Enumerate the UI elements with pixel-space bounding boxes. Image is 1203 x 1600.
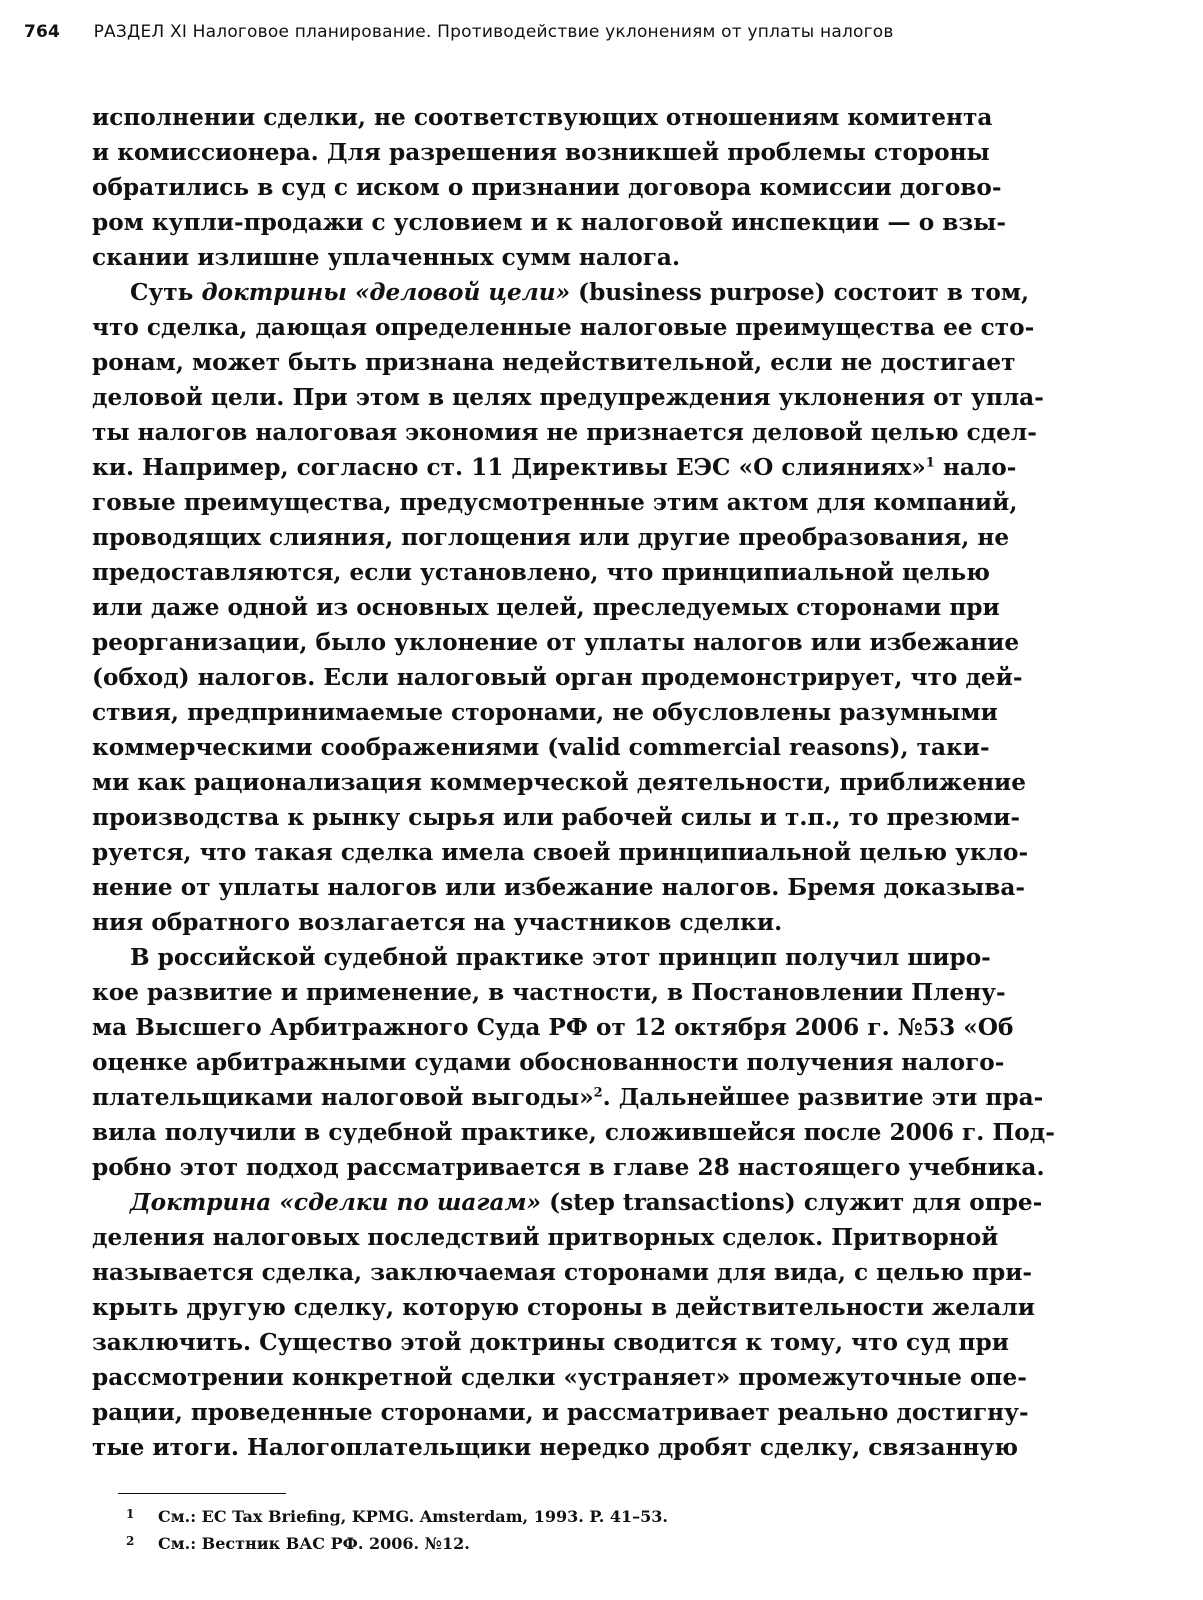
section-title: РАЗДЕЛ XI Налоговое планирование. Противодействие уклонениям от уплаты налогов: [93, 22, 894, 42]
text-line: деления налоговых последствий притворных сделок. Притворной: [92, 1224, 999, 1251]
footnote-ref: 1: [925, 455, 935, 471]
text-line: или даже одной из основных целей, преследуемых сторонами при: [92, 594, 1000, 621]
line-text: (business purpose) состоит в том,: [570, 279, 1030, 306]
line-text: Суть: [130, 279, 202, 306]
text-line: и комиссионера. Для разрешения возникшей проблемы стороны: [92, 139, 990, 166]
text-line: оценке арбитражными судами обоснованности получения налого-: [92, 1049, 1005, 1076]
text-line: что сделка, дающая определенные налоговые преимущества ее сто-: [92, 314, 1035, 341]
text-line: ствия, предпринимаемые сторонами, не обусловлены разумными: [92, 699, 998, 726]
line-text: нало-: [934, 454, 1017, 481]
text-line: нение от уплаты налогов или избежание налогов. Бремя доказыва-: [92, 874, 1025, 901]
footnote-text: См.: EC Tax Briefing, KPMG. Amsterdam, 1993. P. 41–53.: [158, 1507, 668, 1526]
line-text: плательщиками налоговой выгоды»: [92, 1084, 594, 1111]
text-line: [92, 1080, 1044, 1115]
text-line: деловой цели. При этом в целях предупреждения уклонения от упла-: [92, 384, 1044, 411]
text-line: проводящих слияния, поглощения или другие преобразования, не: [92, 524, 1010, 551]
text-line: производства к рынку сырья или рабочей силы и т.п., то презюми-: [92, 804, 1021, 831]
line-text: (step transactions) служит для опре-: [541, 1189, 1043, 1216]
text-line: ром купли-продажи с условием и к налоговой инспекции — о взы-: [92, 209, 1007, 236]
line-text: . Дальнейшее развитие эти пра-: [602, 1084, 1044, 1111]
footnote-item: [126, 1529, 826, 1556]
text-line: [92, 1185, 1043, 1220]
text-line: [92, 275, 1030, 310]
footnote-divider: [118, 1493, 286, 1494]
text-line: тые итоги. Налогоплательщики нередко дробят сделку, связанную: [92, 1434, 1019, 1461]
text-line: реорганизации, было уклонение от уплаты налогов или избежание: [92, 629, 1020, 656]
footnote-text: См.: Вестник ВАС РФ. 2006. №12.: [158, 1534, 470, 1553]
page-number: 764: [24, 22, 61, 42]
text-line: (обход) налогов. Если налоговый орган продемонстрирует, что дей-: [92, 664, 1023, 691]
text-line: вила получили в судебной практике, сложившейся после 2006 г. Под-: [92, 1119, 1055, 1146]
text-line: предоставляются, если установлено, что принципиальной целью: [92, 559, 990, 586]
text-line: исполнении сделки, не соответствующих отношениям комитента: [92, 104, 993, 131]
running-header: [24, 22, 924, 46]
text-line: рассмотрении конкретной сделки «устраняет» промежуточные опе-: [92, 1364, 1027, 1391]
footnote-mark: 2: [126, 1534, 135, 1548]
text-line: руется, что такая сделка имела своей принципиальной целью укло-: [92, 839, 1029, 866]
text-line: скании излишне уплаченных сумм налога.: [92, 244, 681, 271]
text-line: кое развитие и применение, в частности, в Постановлении Плену-: [92, 979, 1006, 1006]
text-line: ронам, может быть признана недействительной, если не достигает: [92, 349, 1016, 376]
text-line: коммерческими соображениями (valid commercial reasons), таки-: [92, 734, 990, 761]
text-line: обратились в суд с иском о признании договора комиссии догово-: [92, 174, 1002, 201]
body-text: [92, 100, 1055, 1465]
italic-term: Доктрина «сделки по шагам»: [130, 1189, 542, 1216]
italic-term: доктрины «деловой цели»: [201, 279, 571, 306]
text-line: заключить. Существо этой доктрины сводится к тому, что суд при: [92, 1329, 1009, 1356]
text-line: говые преимущества, предусмотренные этим актом для компаний,: [92, 489, 1018, 516]
footnote-ref: 2: [593, 1085, 603, 1101]
text-line: робно этот подход рассматривается в главе 28 настоящего учебника.: [92, 1154, 1045, 1181]
footnotes: [126, 1502, 826, 1556]
text-line: ния обратного возлагается на участников сделки.: [92, 909, 783, 936]
footnote-mark: 1: [126, 1507, 135, 1521]
text-line: [92, 450, 1017, 485]
text-line: крыть другую сделку, которую стороны в действительности желали: [92, 1294, 1035, 1321]
text-line: ма Высшего Арбитражного Суда РФ от 12 октября 2006 г. №53 «Об: [92, 1014, 1014, 1041]
text-line: называется сделка, заключаемая сторонами для вида, с целью при-: [92, 1259, 1033, 1286]
text-line: рации, проведенные сторонами, и рассматривает реально достигну-: [92, 1399, 1029, 1426]
text-line: ты налогов налоговая экономия не признается деловой целью сдел-: [92, 419, 1037, 446]
line-text: ки. Например, согласно ст. 11 Директивы ЕЭС «О слияниях»: [92, 454, 926, 481]
footnote-item: [126, 1502, 826, 1529]
text-line: ми как рационализация коммерческой деятельности, приближение: [92, 769, 1027, 796]
text-line: В российской судебной практике этот принцип получил широ-: [130, 944, 991, 971]
